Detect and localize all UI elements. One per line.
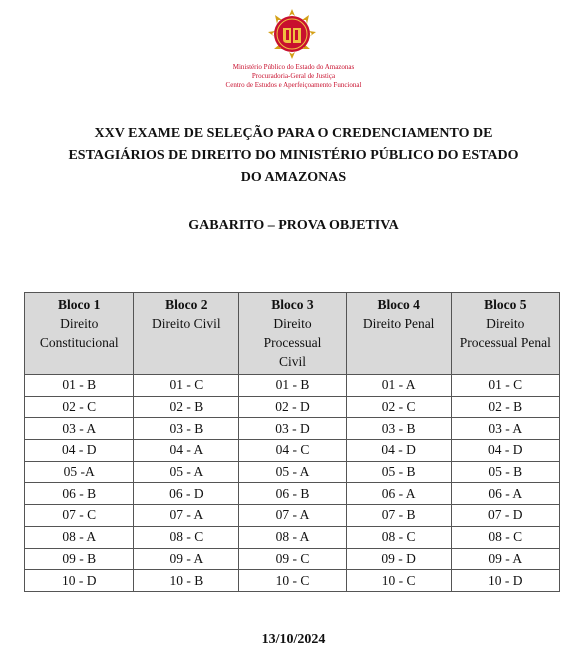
table-row	[25, 505, 560, 527]
answer-cell: 04 - D	[25, 440, 134, 462]
table-body	[25, 375, 560, 592]
table-row	[25, 526, 560, 548]
answer-cell: 08 - C	[451, 526, 559, 548]
answer-cell: 06 - A	[346, 483, 451, 505]
institution-line-3: Centro de Estudos e Aperfeiçoamento Funcional	[225, 81, 362, 89]
answer-cell: 09 - A	[451, 548, 559, 570]
answer-cell: 09 - D	[346, 548, 451, 570]
answer-cell: 07 - D	[451, 505, 559, 527]
answer-cell: 05 - B	[346, 461, 451, 483]
answer-cell: 07 - A	[239, 505, 347, 527]
bloco-label: Bloco 1	[58, 297, 101, 312]
answer-cell: 01 - B	[239, 375, 347, 397]
subject-label: Direito Penal	[362, 316, 435, 331]
table-row	[25, 461, 560, 483]
answer-key-table	[24, 292, 560, 592]
answer-cell: 02 - B	[134, 396, 239, 418]
answer-cell: 01 - B	[25, 375, 134, 397]
answer-cell: 03 - B	[134, 418, 239, 440]
answer-cell: 08 - A	[25, 526, 134, 548]
answer-cell: 07 - B	[346, 505, 451, 527]
answer-cell: 01 - C	[451, 375, 559, 397]
subject-label: Constitucional	[39, 335, 119, 350]
mp-am-seal-icon	[266, 8, 318, 60]
institution-line-2: Procuradoria-Geral de Justiça	[251, 72, 336, 80]
answer-cell: 06 - B	[239, 483, 347, 505]
table-row	[25, 418, 560, 440]
answer-cell: 10 - D	[25, 570, 134, 592]
subject-label: Processual	[263, 335, 322, 350]
answer-cell: 05 - A	[239, 461, 347, 483]
bloco-label: Bloco 3	[271, 297, 314, 312]
answer-cell: 10 - C	[346, 570, 451, 592]
column-header-bloco-3	[239, 293, 347, 375]
answer-cell: 02 - C	[346, 396, 451, 418]
answer-cell: 08 - C	[134, 526, 239, 548]
bloco-label: Bloco 2	[165, 297, 208, 312]
document-date: 13/10/2024	[261, 632, 326, 647]
answer-cell: 02 - B	[451, 396, 559, 418]
answer-cell: 05 -A	[25, 461, 134, 483]
title-line-2: ESTAGIÁRIOS DE DIREITO DO MINISTÉRIO PÚBLICO DO ESTADO	[68, 148, 519, 163]
answer-cell: 09 - A	[134, 548, 239, 570]
document-title	[40, 123, 547, 189]
bloco-label: Bloco 5	[484, 297, 527, 312]
answer-cell: 04 - D	[346, 440, 451, 462]
table-row	[25, 440, 560, 462]
answer-cell: 03 - B	[346, 418, 451, 440]
answer-cell: 08 - C	[346, 526, 451, 548]
answer-cell: 06 - A	[451, 483, 559, 505]
table-row	[25, 483, 560, 505]
answer-cell: 05 - A	[134, 461, 239, 483]
answer-cell: 01 - C	[134, 375, 239, 397]
answer-cell: 04 - C	[239, 440, 347, 462]
column-header-bloco-4	[346, 293, 451, 375]
answer-cell: 08 - A	[239, 526, 347, 548]
answer-cell: 01 - A	[346, 375, 451, 397]
answer-cell: 09 - C	[239, 548, 347, 570]
answer-cell: 09 - B	[25, 548, 134, 570]
bloco-label: Bloco 4	[377, 297, 420, 312]
subject-label: Processual Penal	[459, 335, 551, 350]
answer-cell: 03 - D	[239, 418, 347, 440]
subject-label: Civil	[278, 354, 306, 369]
answer-cell: 02 - C	[25, 396, 134, 418]
answer-cell: 02 - D	[239, 396, 347, 418]
answer-cell: 07 - C	[25, 505, 134, 527]
answer-cell: 06 - B	[25, 483, 134, 505]
document-subtitle: GABARITO – PROVA OBJETIVA	[188, 218, 399, 233]
answer-cell: 10 - D	[451, 570, 559, 592]
answer-cell: 10 - B	[134, 570, 239, 592]
answer-cell: 05 - B	[451, 461, 559, 483]
column-header-bloco-5	[451, 293, 559, 375]
subject-label: Direito	[60, 316, 99, 331]
answer-cell: 03 - A	[25, 418, 134, 440]
title-line-1: XXV EXAME DE SELEÇÃO PARA O CREDENCIAMENTO DE	[94, 126, 493, 141]
table-row	[25, 396, 560, 418]
table-header-row	[25, 293, 560, 375]
table-row	[25, 570, 560, 592]
institution-line-1: Ministério Público do Estado do Amazonas	[232, 63, 355, 71]
column-header-bloco-2	[134, 293, 239, 375]
answer-cell: 04 - A	[134, 440, 239, 462]
answer-cell: 06 - D	[134, 483, 239, 505]
column-header-bloco-1	[25, 293, 134, 375]
answer-cell: 07 - A	[134, 505, 239, 527]
answer-cell: 04 - D	[451, 440, 559, 462]
title-line-3: DO AMAZONAS	[240, 170, 347, 185]
table-row	[25, 375, 560, 397]
table-row	[25, 548, 560, 570]
subject-label: Direito	[486, 316, 525, 331]
subject-label: Direito Civil	[152, 316, 221, 331]
answer-cell: 03 - A	[451, 418, 559, 440]
answer-cell: 10 - C	[239, 570, 347, 592]
subject-label: Direito	[273, 316, 312, 331]
